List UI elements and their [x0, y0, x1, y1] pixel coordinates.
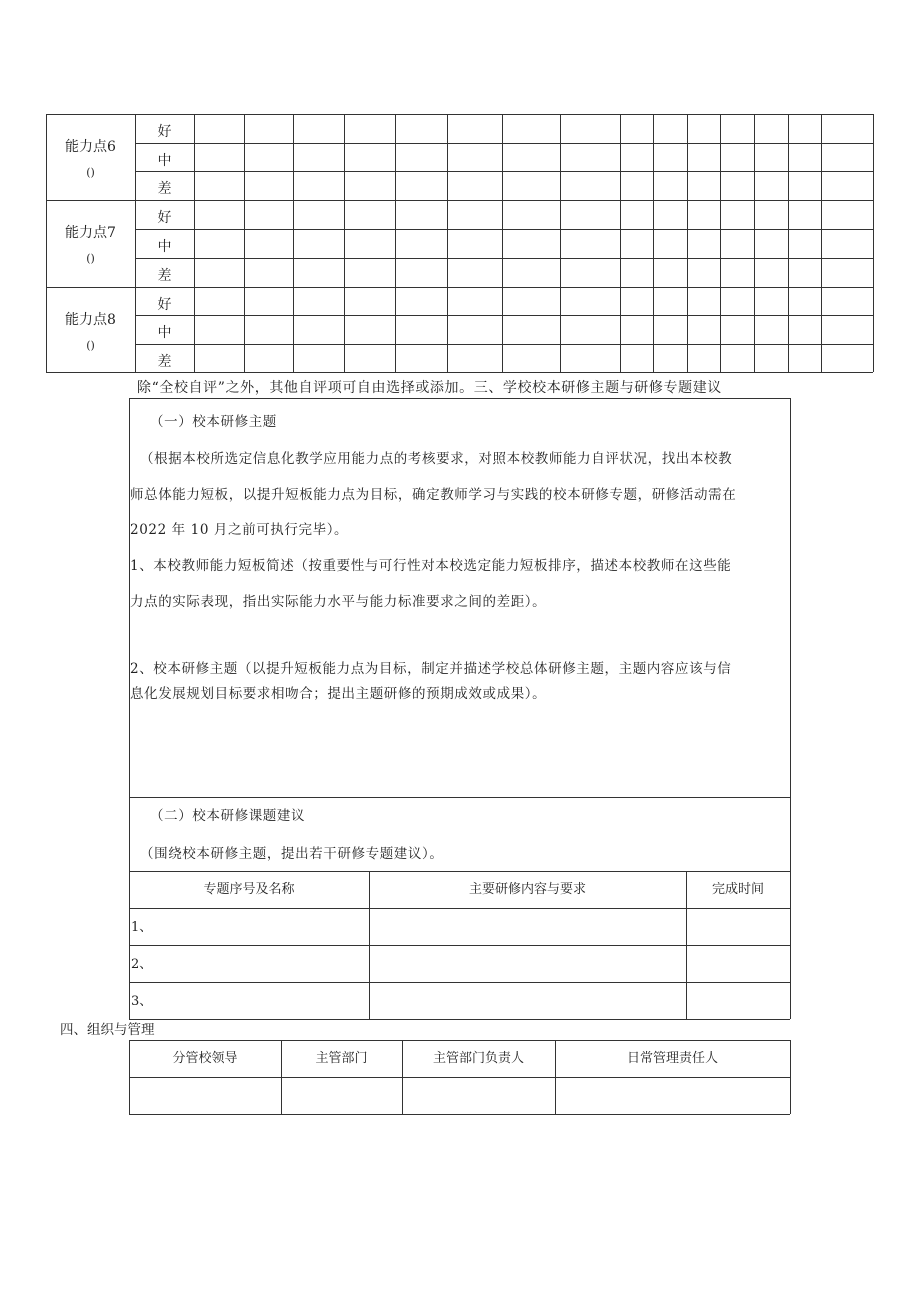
table-row-line: [46, 114, 873, 115]
table-col-line: [194, 114, 195, 372]
table-col-line: [560, 114, 561, 372]
topic-row-label: 2、: [131, 957, 153, 972]
org-row-line: [129, 1040, 790, 1041]
level-label: 好: [157, 297, 172, 313]
org-header: 主管部门负责人: [432, 1051, 524, 1066]
table-note: 除“全校自评”之外，其他自评项可自由选择或添加。三、学校校本研修主题与研修专题建议: [137, 380, 722, 396]
table-row-line: [46, 200, 873, 201]
table-col-line: [873, 114, 874, 372]
level-label: 中: [157, 325, 172, 341]
topic-header: 专题序号及名称: [203, 882, 295, 897]
table-col-line: [720, 114, 721, 372]
table-row-line: [46, 372, 873, 373]
level-label: 差: [157, 181, 172, 197]
table-row-line: [135, 229, 873, 230]
section1-para-line: 2022 年 10 月之前可执行完毕）。: [130, 522, 349, 538]
ability-point-paren: (): [86, 339, 95, 352]
level-label: 好: [157, 210, 172, 226]
section1-para-line: （根据本校所选定信息化教学应用能力点的考核要求，对照本校教师能力自评状况，找出本校教: [140, 451, 733, 467]
ability-point-paren: (): [86, 252, 95, 265]
table-col-line: [244, 114, 245, 372]
ability-point-label: 能力点7: [65, 225, 116, 241]
item2-line: 2、校本研修主题（以提升短板能力点为目标，制定并描述学校总体研修主题，主题内容应该与信: [130, 661, 732, 677]
org-row-line: [129, 1114, 790, 1115]
topic-row-line: [129, 945, 790, 946]
section2-para: （围绕校本研修主题，提出若干研修专题建议）。: [140, 846, 444, 862]
topic-row-line: [129, 871, 790, 872]
table-col-line: [788, 114, 789, 372]
ability-point-label: 能力点6: [65, 139, 116, 155]
table-row-line: [135, 258, 873, 259]
topic-row-line: [129, 908, 790, 909]
topic-row-label: 3、: [131, 994, 153, 1009]
topic-header: 完成时间: [711, 882, 764, 897]
level-label: 中: [157, 239, 172, 255]
table-row-line: [135, 315, 873, 316]
ability-point-paren: (): [86, 166, 95, 179]
ability-point-label: 能力点8: [65, 312, 116, 328]
table-col-line: [687, 114, 688, 372]
table-col-line: [653, 114, 654, 372]
section1-para-line: 师总体能力短板，以提升短板能力点为目标，确定教师学习与实践的校本研修专题，研修活动需在: [130, 487, 737, 503]
section2-heading: （二）校本研修课题建议: [150, 808, 306, 824]
item2-line: 息化发展规划目标要求相吻合；提出主题研修的预期成效或成果）。: [130, 686, 547, 702]
table-row-line: [135, 344, 873, 345]
table-col-line: [821, 114, 822, 372]
org-header: 日常管理责任人: [626, 1051, 718, 1066]
table-row-line: [135, 171, 873, 172]
topic-header: 主要研修内容与要求: [468, 882, 586, 897]
table-col-line: [395, 114, 396, 372]
org-col-line: [790, 1040, 791, 1114]
table-col-line: [620, 114, 621, 372]
topic-row-label: 1、: [131, 920, 153, 935]
level-label: 好: [157, 124, 172, 140]
table-col-line: [447, 114, 448, 372]
level-label: 差: [157, 268, 172, 284]
org-header: 分管校领导: [172, 1051, 238, 1066]
item1-line: 力点的实际表现，指出实际能力水平与能力标准要求之间的差距）。: [130, 594, 547, 610]
topic-row-line: [129, 982, 790, 983]
section1-heading: （一）校本研修主题: [150, 414, 277, 430]
topic-row-line: [129, 1019, 790, 1020]
table-col-line: [502, 114, 503, 372]
table-row-line: [46, 287, 873, 288]
table-col-line: [344, 114, 345, 372]
table-col-line: [754, 114, 755, 372]
section4-title: 四、组织与管理: [60, 1022, 155, 1038]
org-row-line: [129, 1077, 790, 1078]
level-label: 差: [157, 354, 172, 370]
table-col-line: [293, 114, 294, 372]
org-header: 主管部门: [315, 1051, 368, 1066]
table-row-line: [135, 143, 873, 144]
level-label: 中: [157, 153, 172, 169]
item1-line: 1、本校教师能力短板简述（按重要性与可行性对本校选定能力短板排序，描述本校教师在这些能: [130, 558, 732, 574]
